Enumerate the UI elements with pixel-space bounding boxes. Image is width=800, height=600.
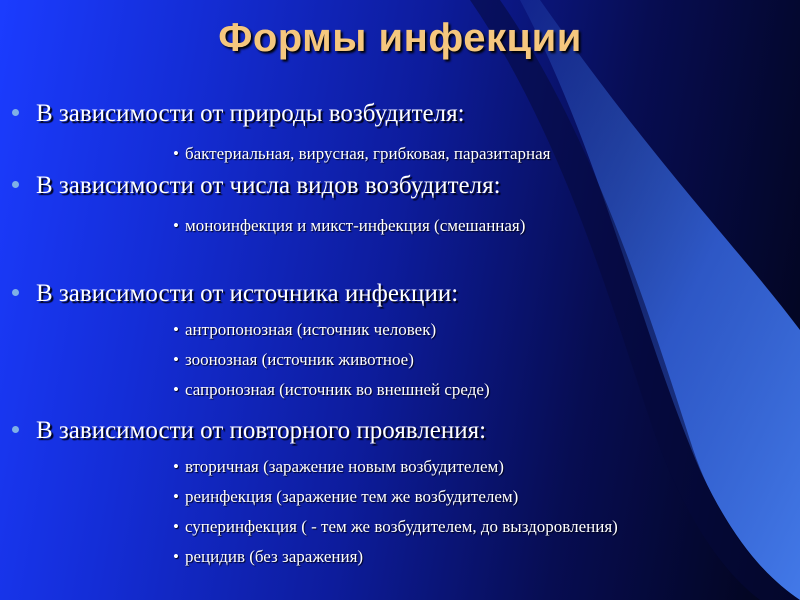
list-item-text: бактериальная, вирусная, грибковая, паразитарная	[184, 144, 551, 163]
bullet-icon	[12, 181, 19, 188]
list-item	[173, 487, 518, 507]
list-item-text: антропонозная (источник человек)	[184, 320, 437, 339]
bullet-icon	[12, 289, 19, 296]
bullet-icon: •	[173, 216, 179, 235]
list-item-text: зоонозная (источник животное)	[184, 350, 414, 369]
list-item	[173, 457, 504, 477]
section-heading-text: В зависимости от повторного проявления:	[36, 417, 487, 444]
bullet-icon: •	[173, 320, 179, 339]
bullet-icon: •	[173, 487, 179, 506]
list-item	[173, 380, 490, 400]
bullet-icon: •	[173, 517, 179, 536]
list-item-text: реинфекция (заражение тем же возбудителем)	[184, 487, 519, 506]
section-heading	[12, 417, 486, 445]
bullet-icon: •	[173, 547, 179, 566]
slide-title: Формы инфекции	[218, 16, 582, 60]
bullet-icon: •	[173, 457, 179, 476]
bullet-icon: •	[173, 144, 179, 163]
section-heading	[12, 172, 501, 200]
list-item	[173, 216, 525, 236]
list-item-text: вторичная (заражение новым возбудителем)	[184, 457, 504, 476]
list-item	[173, 144, 551, 164]
list-item	[173, 517, 618, 537]
section-heading-text: В зависимости от числа видов возбудителя:	[36, 172, 501, 199]
list-item-text: сапронозная (источник во внешней среде)	[184, 380, 490, 399]
list-item	[173, 350, 414, 370]
bullet-icon: •	[173, 380, 179, 399]
section-heading-text: В зависимости от источника инфекции:	[36, 280, 459, 307]
bullet-icon: •	[173, 350, 179, 369]
section-heading	[12, 280, 458, 308]
light-swoosh-shape	[520, 0, 800, 600]
list-item-text: моноинфекция и микст-инфекция (смешанная)	[184, 216, 526, 235]
bullet-icon	[12, 109, 19, 116]
list-item	[173, 547, 363, 567]
list-item-text: рецидив (без заражения)	[184, 547, 364, 566]
bullet-icon	[12, 426, 19, 433]
section-heading	[12, 100, 465, 128]
section-heading-text: В зависимости от природы возбудителя:	[36, 100, 465, 127]
list-item	[173, 320, 436, 340]
list-item-text: суперинфекция ( - тем же возбудителем, до выздоровления)	[184, 517, 618, 536]
